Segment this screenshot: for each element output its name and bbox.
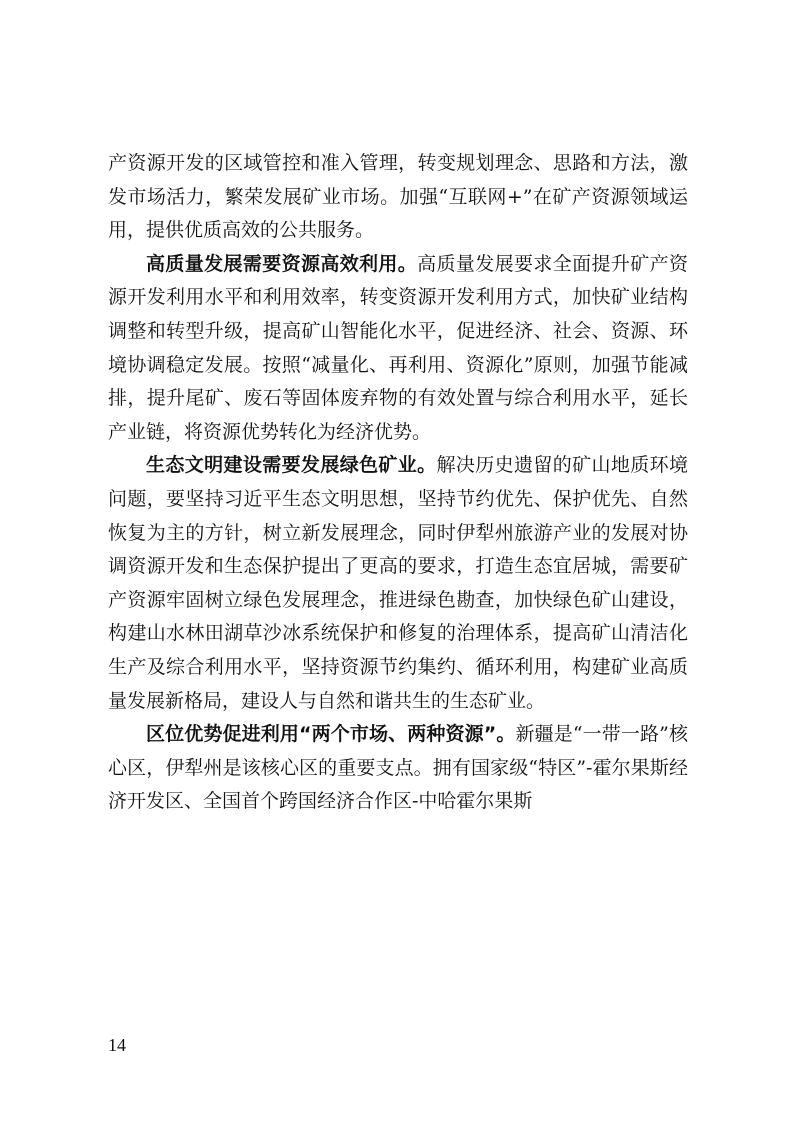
paragraph-lead: 高质量发展需要资源高效利用。 [146,252,418,275]
paragraph-continuation [108,147,688,248]
paragraph-text: 高质量发展要求全面提升矿产资源开发利用水平和利用效率，转变资源开发利用方式，加快矿业结构调整和转型升级，提高矿山智能化水平，促进经济、社会、资源、环境协调稳定发展。按照“减量化、再利用、资源化”原则，加强节能减排，提升尾矿、废石等固体废弃物的有效处置与综合利用水平，延长产业链，将资源优势转化为经济优势。 [108,252,688,443]
page-number: 14 [108,1035,126,1055]
paragraph-lead: 生态文明建设需要发展绿色矿业。 [146,454,437,477]
paragraph-text: 产资源开发的区域管控和准入管理，转变规划理念、思路和方法，激发市场活力，繁荣发展矿业市场。加强“互联网+”在矿产资源领域运用，提供优质高效的公共服务。 [108,152,688,242]
paragraph-resource-efficiency [108,248,688,450]
page-body [108,147,688,819]
paragraph-text: 解决历史遗留的矿山地质环境问题，要坚持习近平生态文明思想，坚持节约优先、保护优先、自然恢复为主的方针，树立新发展理念，同时伊犁州旅游产业的发展对协调资源开发和生态保护提出了更高的要求，打造生态宜居城，需要矿产资源牢固树立绿色发展理念，推进绿色勘查，加快绿色矿山建设，构建山水林田湖草沙冰系统保护和修复的治理体系，提高矿山清洁化生产及综合利用水平，坚持资源节约集约、循环利用，构建矿业高质量发展新格局，建设人与自然和谐共生的生态矿业。 [108,454,688,712]
paragraph-text: 新疆是“一带一路”核心区，伊犁州是该核心区的重要支点。拥有国家级“特区”-霍尔果斯经济开发区、全国首个跨国经济合作区-中哈霍尔果斯 [108,723,688,813]
paragraph-lead: 区位优势促进利用“两个市场、两种资源”。 [146,723,516,746]
paragraph-green-mining [108,449,688,718]
paragraph-location-advantage [108,718,688,819]
